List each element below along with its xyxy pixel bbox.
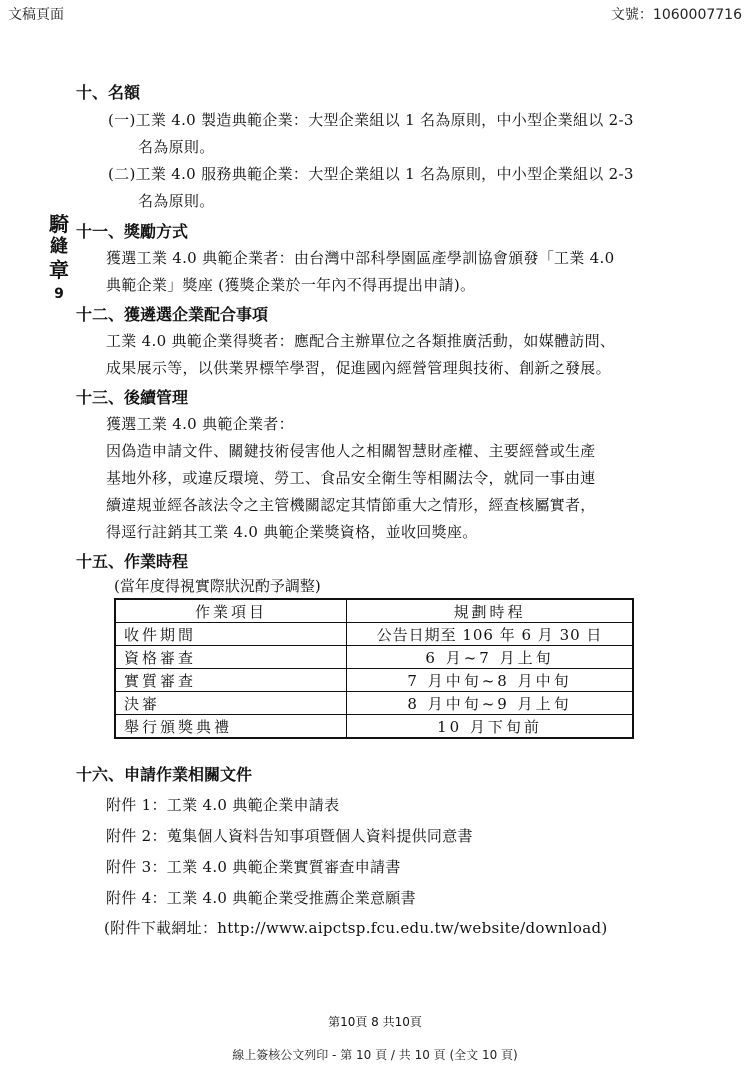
s10-item2-line1: (二)工業 4.0 服務典範企業：大型企業組以 1 名為原則，中小型企業組以 2-3: [108, 165, 634, 183]
table-row: [115, 669, 633, 692]
s13-line3: 基地外移，或違反環境、勞工、食品安全衛生等相關法令，就同一事由連: [106, 469, 596, 487]
header-doc-number: 文號：1060007716: [610, 7, 742, 23]
section-10-title: 十、名額: [76, 83, 141, 102]
row-item: 資格審查: [115, 646, 347, 669]
row-item: 收件期間: [115, 623, 347, 646]
row-item: 決審: [115, 692, 347, 715]
table-row: [115, 692, 633, 715]
stamp-char-2: 縫: [50, 236, 68, 257]
row-item: 實質審查: [115, 669, 347, 692]
table-row: [115, 623, 633, 646]
attachment-4: 附件 4：工業 4.0 典範企業受推薦企業意願書: [106, 889, 416, 907]
header-doc-label: 文稿頁面: [8, 7, 64, 23]
row-time: 公告日期至 106 年 6 月 30 日: [347, 623, 634, 646]
schedule-note: (當年度得視實際狀況酌予調整): [114, 577, 321, 595]
s13-line2: 因偽造申請文件、關鍵技術侵害他人之相關智慧財產權、主要經營或生產: [106, 442, 596, 460]
section-13-title: 十三、後續管理: [76, 388, 189, 407]
header-schedule: 規劃時程: [347, 599, 634, 623]
schedule-table: [114, 598, 634, 739]
row-time: 10 月下旬前: [347, 715, 634, 739]
s10-item1-line2: 名為原則。: [138, 138, 215, 156]
table-row: [115, 646, 633, 669]
attachment-3: 附件 3：工業 4.0 典範企業實質審查申請書: [106, 858, 401, 876]
section-12-title: 十二、獲遴選企業配合事項: [76, 305, 269, 324]
section-11-title: 十一、獎勵方式: [76, 222, 189, 241]
s11-line1: 獲選工業 4.0 典範企業者：由台灣中部科學園區產學訓協會頒發「工業 4.0: [106, 249, 615, 267]
s13-line1: 獲選工業 4.0 典範企業者：: [106, 415, 294, 433]
row-item: 舉行頒獎典禮: [115, 715, 347, 739]
table-row: [115, 715, 633, 739]
s10-item1-line1: (一)工業 4.0 製造典範企業：大型企業組以 1 名為原則，中小型企業組以 2-3: [108, 111, 634, 129]
row-time: 6 月~7 月上旬: [347, 646, 634, 669]
page-number: 第10頁 8 共10頁: [328, 1015, 422, 1029]
s10-item2-line2: 名為原則。: [138, 192, 215, 210]
header-item: 作業項目: [115, 599, 347, 623]
s11-line2: 典範企業」獎座 (獲獎企業於一年內不得再提出申請)。: [106, 276, 476, 294]
print-footer: 線上簽核公文列印 - 第 10 頁 / 共 10 頁 (全文 10 頁): [232, 1048, 518, 1062]
section-15-title: 十五、作業時程: [76, 552, 189, 571]
stamp-char-3: 章: [49, 258, 69, 282]
s12-line2: 成果展示等，以供業界標竿學習，促進國內經營管理與技術、創新之發展。: [106, 359, 611, 377]
row-time: 7 月中旬~8 月中旬: [347, 669, 634, 692]
s13-line4: 續違規並經各該法令之主管機關認定其情節重大之情形，經查核屬實者，: [106, 496, 596, 514]
attachment-1: 附件 1：工業 4.0 典範企業申請表: [106, 796, 340, 814]
section-16-title: 十六、申請作業相關文件: [76, 765, 253, 784]
download-url[interactable]: (附件下載網址：http://www.aipctsp.fcu.edu.tw/website/download): [104, 919, 608, 937]
row-time: 8 月中旬~9 月上旬: [347, 692, 634, 715]
attachment-2: 附件 2：蒐集個人資料告知事項暨個人資料提供同意書: [106, 827, 473, 845]
stamp-char-1: 騎: [49, 212, 69, 236]
s13-line5: 得逕行註銷其工業 4.0 典範企業獎資格，並收回獎座。: [106, 523, 478, 541]
stamp-number: 9: [54, 286, 64, 302]
schedule-header-row: [115, 599, 633, 623]
s12-line1: 工業 4.0 典範企業得獎者：應配合主辦單位之各類推廣活動，如媒體訪問、: [106, 332, 616, 350]
